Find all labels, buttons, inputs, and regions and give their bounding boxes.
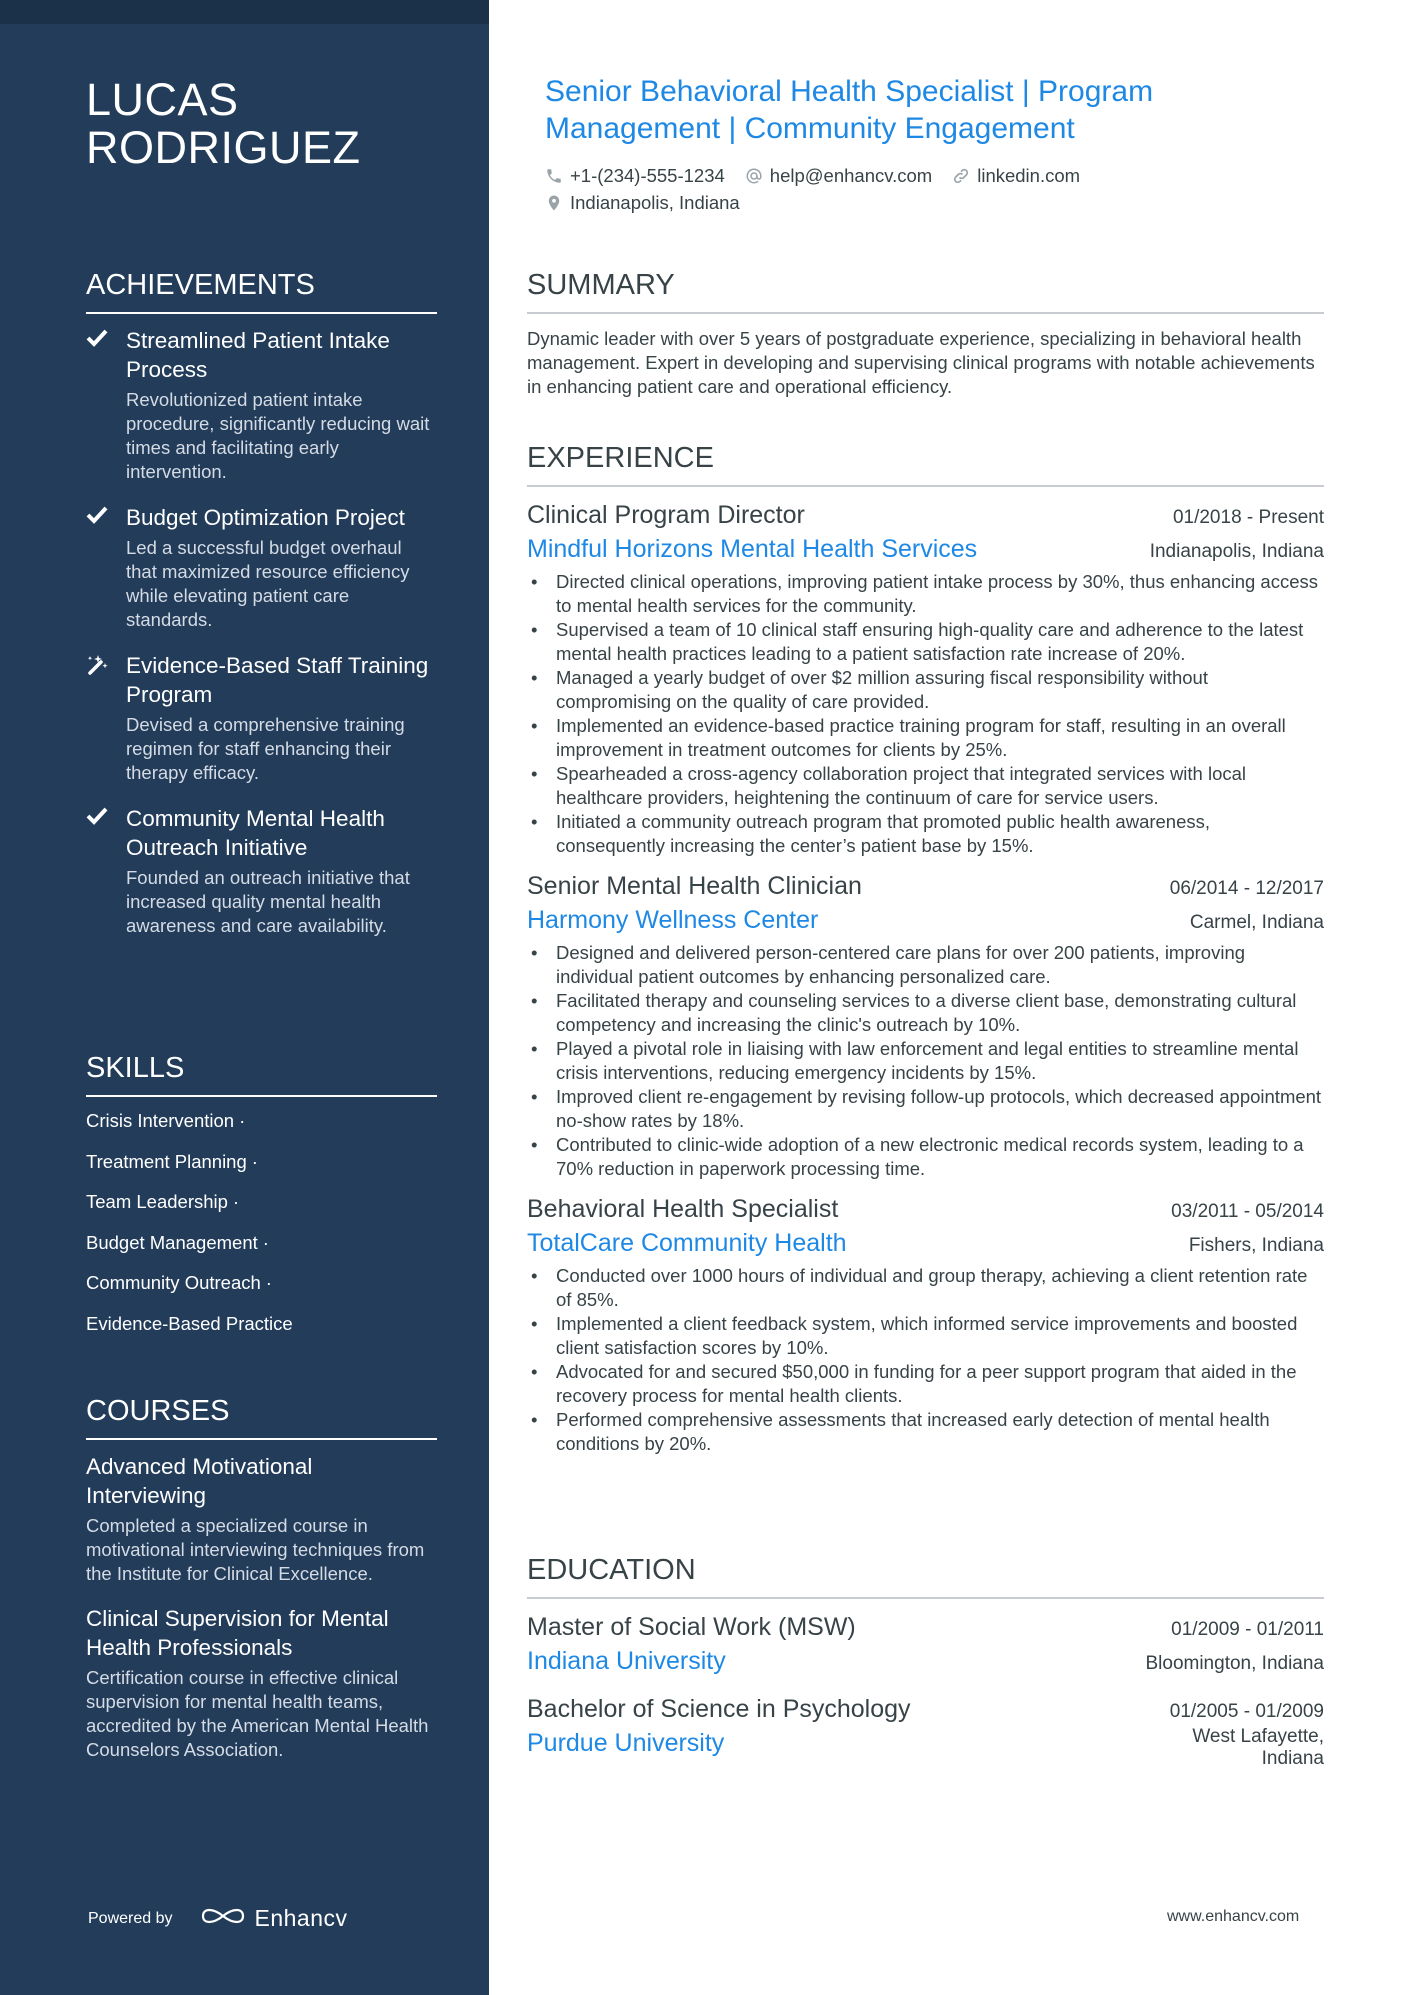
powered-by-label: Powered by [88, 1909, 173, 1927]
achievement-item [86, 326, 437, 484]
degree-title: Master of Social Work (MSW) [527, 1613, 856, 1641]
bullet-item: • Spearheaded a cross-agency collaboration project that integrated services with local healthcare providers, heightening the continuum of care for service users. [556, 762, 1324, 810]
skill-separator: · [251, 1150, 258, 1172]
job-company[interactable]: Mindful Horizons Mental Health Services [527, 535, 978, 563]
headline: Senior Behavioral Health Specialist | Program Management | Community Engagement [545, 75, 1154, 145]
job-title: Clinical Program Director [527, 501, 805, 529]
skill-item [86, 1312, 437, 1353]
bullet-item: • Advocated for and secured $50,000 in funding for a peer support program that aided in the recovery process for mental health clients. [556, 1360, 1324, 1408]
skill-label: Crisis Intervention [86, 1110, 235, 1131]
job-dates: 03/2011 - 05/2014 [1171, 1201, 1324, 1222]
bullet-item: • Contributed to clinic-wide adoption of a new electronic medical records system, leading to a 70% reduction in paperwork processing time. [556, 1133, 1324, 1181]
skill-item [86, 1190, 437, 1231]
achievements-heading: ACHIEVEMENTS [86, 268, 437, 314]
bullet-item: • Initiated a community outreach program that promoted public health awareness, consequently increasing the center’s patient base by 15%. [556, 810, 1324, 858]
check-icon [86, 804, 126, 938]
job-bullets [527, 941, 1324, 1181]
bullet-item: • Managed a yearly budget of over $2 million assuring fiscal responsibility without compromising on the quality of care provided. [556, 666, 1324, 714]
bullet-item: • Supervised a team of 10 clinical staff ensuring high-quality care and adherence to the latest mental health practices leading to a patient satisfaction rate increase of 20%. [556, 618, 1324, 666]
last-name: RODRIGUEZ [86, 122, 361, 173]
achievement-item [86, 651, 437, 785]
skill-item [86, 1271, 437, 1312]
course-title: Advanced Motivational Interviewing [86, 1454, 313, 1508]
contact-info [545, 162, 1335, 216]
bullet-item: • Implemented an evidence-based practice training program for staff, resulting in an overall improvement in treatment outcomes for clients by 25%. [556, 714, 1324, 762]
achievement-title: Streamlined Patient Intake Process [126, 328, 390, 382]
summary-heading: SUMMARY [527, 268, 1324, 314]
course-title: Clinical Supervision for Mental Health Professionals [86, 1606, 389, 1660]
achievement-item [86, 503, 437, 632]
achievement-item [86, 804, 437, 938]
school-location: West Lafayette, Indiana [1192, 1726, 1324, 1769]
achievement-description: Led a successful budget overhaul that maximized resource efficiency while elevating patient care standards. [126, 537, 410, 630]
skill-label: Team Leadership [86, 1191, 228, 1212]
job-bullets [527, 570, 1324, 858]
candidate-name [86, 76, 466, 172]
linkedin-text: linkedin.com [977, 164, 1081, 186]
courses-heading: COURSES [86, 1394, 437, 1440]
skill-separator: · [239, 1110, 246, 1131]
check-icon [86, 326, 126, 484]
courses-section [86, 1394, 437, 1780]
education-entry [527, 1610, 1324, 1678]
email-text: help@enhancv.com [769, 164, 933, 186]
bullet-item: • Designed and delivered person-centered care plans for over 200 patients, improving individual patient outcomes by enhancing personalized care. [556, 941, 1324, 989]
achievement-title: Budget Optimization Project [126, 505, 405, 530]
linkedin-contact[interactable] [952, 165, 1080, 187]
bullet-item: • Performed comprehensive assessments that increased early detection of mental health conditions by 20%. [556, 1408, 1324, 1456]
first-name: LUCAS [86, 74, 239, 125]
bullet-item: • Implemented a client feedback system, which informed service improvements and boosted client satisfaction scores by 10%. [556, 1312, 1324, 1360]
skill-label: Budget Management [86, 1231, 258, 1253]
job-location: Carmel, Indiana [1189, 912, 1324, 933]
bullet-item: • Played a pivotal role in liaising with law enforcement and legal entities to streamline mental crisis interventions, reducing emergency incidents by 15%. [556, 1037, 1324, 1085]
job-bullets [527, 1264, 1324, 1456]
phone-icon [545, 167, 563, 185]
achievement-title: Evidence-Based Staff Training Program [126, 653, 429, 707]
education-heading: EDUCATION [527, 1553, 1324, 1599]
check-icon [86, 503, 126, 632]
skills-section [86, 1051, 437, 1352]
link-icon [952, 167, 970, 185]
brand-name: Enhancv [254, 1905, 348, 1931]
bullet-item: • Conducted over 1000 hours of individual and group therapy, achieving a client retention rate of 85%. [556, 1264, 1324, 1312]
achievement-description: Devised a comprehensive training regimen for staff enhancing their therapy efficacy. [126, 714, 405, 783]
job-title: Behavioral Health Specialist [527, 1195, 839, 1223]
skill-separator: · [232, 1191, 240, 1212]
school-name[interactable]: Purdue University [527, 1729, 725, 1757]
skill-item [86, 1150, 437, 1191]
achievements-section [86, 268, 437, 957]
course-description: Certification course in effective clinical supervision for mental health teams, accredited by the American Mental Health Counselors Association. [86, 1667, 429, 1760]
achievement-description: Founded an outreach initiative that increased quality mental health awareness and care availability. [126, 867, 410, 936]
education-dates: 01/2009 - 01/2011 [1171, 1619, 1324, 1640]
job-company[interactable]: Harmony Wellness Center [527, 906, 819, 934]
bullet-item: • Improved client re-engagement by revising follow-up protocols, which decreased appointment no-show rates by 18%. [556, 1085, 1324, 1133]
phone-contact[interactable] [545, 165, 725, 187]
skill-separator: · [265, 1272, 272, 1293]
job-company[interactable]: TotalCare Community Health [527, 1229, 847, 1257]
skill-item [86, 1231, 437, 1272]
sidebar-top-band [0, 0, 489, 24]
website-link[interactable]: www.enhancv.com [1167, 1908, 1300, 1925]
education-section [527, 1553, 1324, 1784]
location-contact [545, 192, 740, 214]
phone-text: +1-(234)-555-1234 [570, 164, 725, 186]
skill-separator: · [262, 1231, 269, 1253]
summary-text: Dynamic leader with over 5 years of postgraduate experience, specializing in behavioral health management. Expert in developing and supervising clinical programs with notable achievements in enhancing patient care and operational efficiency. [527, 328, 1315, 397]
skill-label: Evidence-Based Practice [86, 1312, 293, 1334]
sidebar [0, 0, 489, 1995]
magic-wand-icon [86, 651, 126, 785]
job-location: Fishers, Indiana [1188, 1235, 1324, 1256]
job-dates: 06/2014 - 12/2017 [1169, 878, 1324, 899]
at-icon [745, 167, 763, 185]
education-entry [527, 1692, 1324, 1770]
job-title: Senior Mental Health Clinician [527, 872, 862, 900]
bullet-item: • Directed clinical operations, improving patient intake process by 30%, thus enhancing access to mental health services for the community. [556, 570, 1324, 618]
job-entry [527, 869, 1324, 1181]
location-text: Indianapolis, Indiana [570, 191, 740, 213]
school-location: Bloomington, Indiana [1145, 1653, 1324, 1674]
job-location: Indianapolis, Indiana [1149, 541, 1324, 562]
summary-section [527, 268, 1324, 399]
school-name[interactable]: Indiana University [527, 1647, 726, 1675]
skill-label: Treatment Planning [86, 1150, 247, 1172]
degree-title: Bachelor of Science in Psychology [527, 1695, 911, 1723]
job-dates: 01/2018 - Present [1172, 507, 1324, 528]
experience-section [527, 441, 1324, 1456]
location-pin-icon [545, 193, 563, 213]
achievement-description: Revolutionized patient intake procedure, significantly reducing wait times and facilitating early intervention. [126, 389, 430, 482]
bullet-item: • Facilitated therapy and counseling services to a diverse client base, demonstrating cultural competency and increasing the clinic's outreach by 10%. [556, 989, 1324, 1037]
enhancv-logo-icon [199, 1904, 247, 1933]
powered-by[interactable] [88, 1904, 348, 1933]
experience-heading: EXPERIENCE [527, 441, 1324, 487]
skill-label: Community Outreach [86, 1272, 261, 1293]
job-entry [527, 498, 1324, 858]
email-contact[interactable] [745, 165, 932, 187]
achievement-title: Community Mental Health Outreach Initiative [126, 806, 385, 860]
job-entry [527, 1192, 1324, 1456]
course-description: Completed a specialized course in motivational interviewing techniques from the Institute for Clinical Excellence. [86, 1515, 425, 1584]
skill-item [86, 1109, 437, 1150]
skills-heading: SKILLS [86, 1051, 437, 1097]
education-dates: 01/2005 - 01/2009 [1169, 1701, 1324, 1722]
